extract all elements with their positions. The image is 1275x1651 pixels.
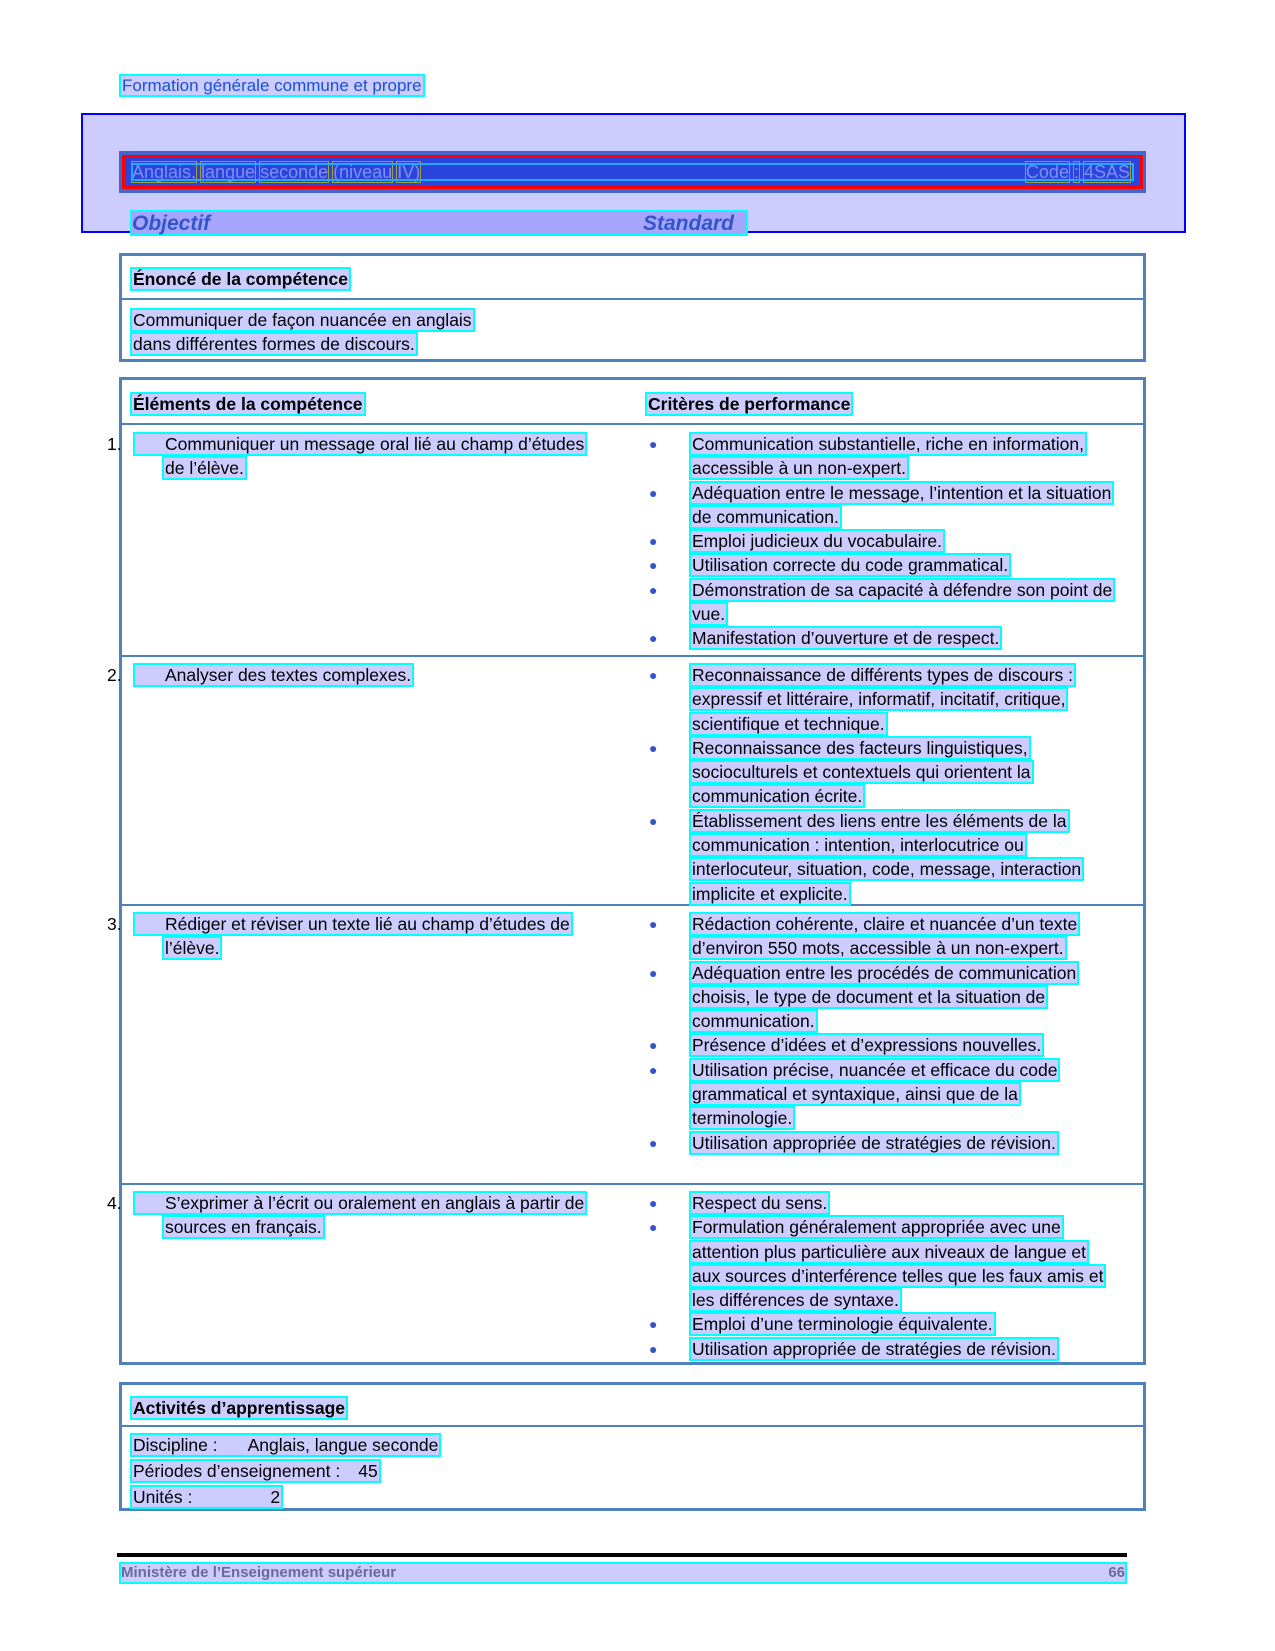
bullet-icon: ● [649,1316,658,1333]
criteria-item [649,1191,1119,1215]
objectif-standard-labels [130,210,748,236]
criteria-text: Utilisation précise, nuancée et efficace du code grammatical et syntaxique, ainsi que de la terminologie. [689,1058,1060,1131]
enonce-box [119,253,1146,362]
criteria-item [649,1033,1119,1057]
criteria-list [649,912,1119,1155]
footer-rule [117,1553,1127,1557]
title-word: langue [201,161,256,182]
criteria-text: Rédaction cohérente, claire et nuancée d’un texte d’environ 550 mots, accessible à un non-expert. [689,912,1080,960]
discipline-row: Discipline : Anglais, langue seconde [130,1432,441,1458]
criteria-item [649,663,1119,736]
divider [122,655,1143,657]
criteria-item [649,432,1119,481]
elements-header: Éléments de la compétence [130,392,366,416]
activites-details [130,1432,441,1510]
title-word: Anglais, [132,161,197,182]
bullet-icon: ● [649,436,658,452]
code-word: 4SAS [1083,161,1130,182]
code-word: Code [1025,161,1069,182]
criteria-list [649,663,1119,906]
criteria-text: Reconnaissance de différents types de discours : expressif et littéraire, informatif, incitatif, critique, scientifique et technique. [689,663,1076,736]
bullet-icon: ● [649,630,658,647]
criteria-item [649,961,1119,1034]
title-word: seconde [260,161,329,182]
criteria-item [649,736,1119,809]
criteria-item [649,529,1119,553]
bullet-icon: ● [649,667,658,683]
criteria-item [649,1337,1119,1361]
standard-label: Standard [643,212,735,235]
criteria-text: Utilisation correcte du code grammatical. [689,553,1011,577]
element-text: Communiquer un message oral lié au champ d’études de l’élève. [165,434,585,479]
criteria-item [649,481,1119,530]
criteria-text: Adéquation entre le message, l’intention et la situation de communication. [689,481,1114,529]
enonce-text: Communiquer de façon nuancée en anglais dans différentes formes de discours. [130,308,475,357]
criteria-text: Adéquation entre les procédés de communication choisis, le type de document et la situation de communication. [689,961,1079,1034]
title-bar [119,151,1146,193]
element-number: 4. [107,1193,122,1213]
criteria-item [649,1058,1119,1131]
criteria-list [649,1191,1119,1361]
header-label: Formation générale commune et propre [119,74,425,98]
element-number: 1. [107,434,122,454]
bullet-icon: ● [649,1134,658,1151]
element-text: S’exprimer à l’écrit ou oralement en anglais à partir de sources en français. [165,1193,585,1238]
objectif-label: Objectif [132,212,211,235]
periodes-row: Périodes d’enseignement : 45 [130,1458,441,1484]
criteria-list [649,432,1119,651]
criteria-item [649,626,1119,650]
footer [119,1562,1127,1584]
bullet-icon: ● [649,812,658,829]
element-number: 3. [107,914,122,934]
criteria-header: Critères de performance [645,392,853,416]
elements-table [107,377,1146,1365]
title-bar-inner [122,155,1143,189]
divider [122,1425,1143,1427]
criteria-item [649,578,1119,627]
element-item [107,432,593,481]
code-word: : [1073,161,1079,182]
criteria-text: Communication substantielle, riche en information, accessible à un non-expert. [689,432,1087,480]
bullet-icon: ● [649,916,658,932]
criteria-item [649,553,1119,577]
enonce-heading: Énoncé de la compétence [130,267,351,291]
course-title [131,160,424,184]
criteria-text: Utilisation appropriée de stratégies de révision. [689,1131,1059,1155]
activites-box [119,1382,1146,1511]
criteria-text: Utilisation appropriée de stratégies de révision. [689,1337,1059,1361]
bullet-icon: ● [649,964,658,981]
element-item [107,663,593,687]
criteria-item [649,1312,1119,1336]
bullet-icon: ● [649,1195,658,1211]
criteria-text: Respect du sens. [689,1191,830,1215]
bullet-icon: ● [649,739,658,756]
criteria-text: Manifestation d’ouverture et de respect. [689,626,1002,650]
criteria-item [649,912,1119,961]
criteria-item [649,1215,1119,1312]
criteria-text: Établissement des liens entre les éléments de la communication : intention, interlocutrice ou interlocuteur, situation, code, message, interaction implicite et explicite. [689,809,1084,906]
title-word: (niveau [333,161,393,182]
element-item [107,912,593,961]
course-code [1025,160,1134,184]
activites-heading: Activités d’apprentissage [130,1396,348,1420]
criteria-text: Démonstration de sa capacité à défendre son point de vue. [689,578,1115,626]
criteria-text: Formulation généralement appropriée avec une attention plus particulière aux niveaux de langue et aux sources d’interférence telles que les faux amis et les différences de syntaxe. [689,1215,1106,1312]
bullet-icon: ● [649,1061,658,1078]
bullet-icon: ● [649,1037,658,1054]
bullet-icon: ● [649,581,658,598]
bullet-icon: ● [649,1340,658,1357]
criteria-item [649,1131,1119,1155]
page-number: 66 [1108,1564,1125,1581]
element-text: Rédiger et réviser un texte lié au champ d’études de l’élève. [165,914,570,959]
bullet-icon: ● [649,533,658,550]
criteria-text: Présence d’idées et d’expressions nouvelles. [689,1033,1044,1057]
criteria-text: Emploi d’une terminologie équivalente. [689,1312,996,1336]
bullet-icon: ● [649,557,658,574]
divider [122,298,1143,300]
bullet-icon: ● [649,484,658,501]
element-number: 2. [107,665,122,685]
divider [122,1183,1143,1185]
divider [122,423,1143,425]
bullet-icon: ● [649,1219,658,1236]
unites-row: Unités : 2 [130,1484,441,1510]
title-word: IV) [397,161,421,182]
element-text: Analyser des textes complexes. [165,665,412,685]
criteria-text: Reconnaissance des facteurs linguistiques, socioculturels et contextuels qui orientent la communication écrite. [689,736,1034,809]
criteria-text: Emploi judicieux du vocabulaire. [689,529,945,553]
criteria-item [649,809,1119,906]
footer-ministry: Ministère de l’Enseignement supérieur [121,1564,397,1581]
element-item [107,1191,593,1240]
